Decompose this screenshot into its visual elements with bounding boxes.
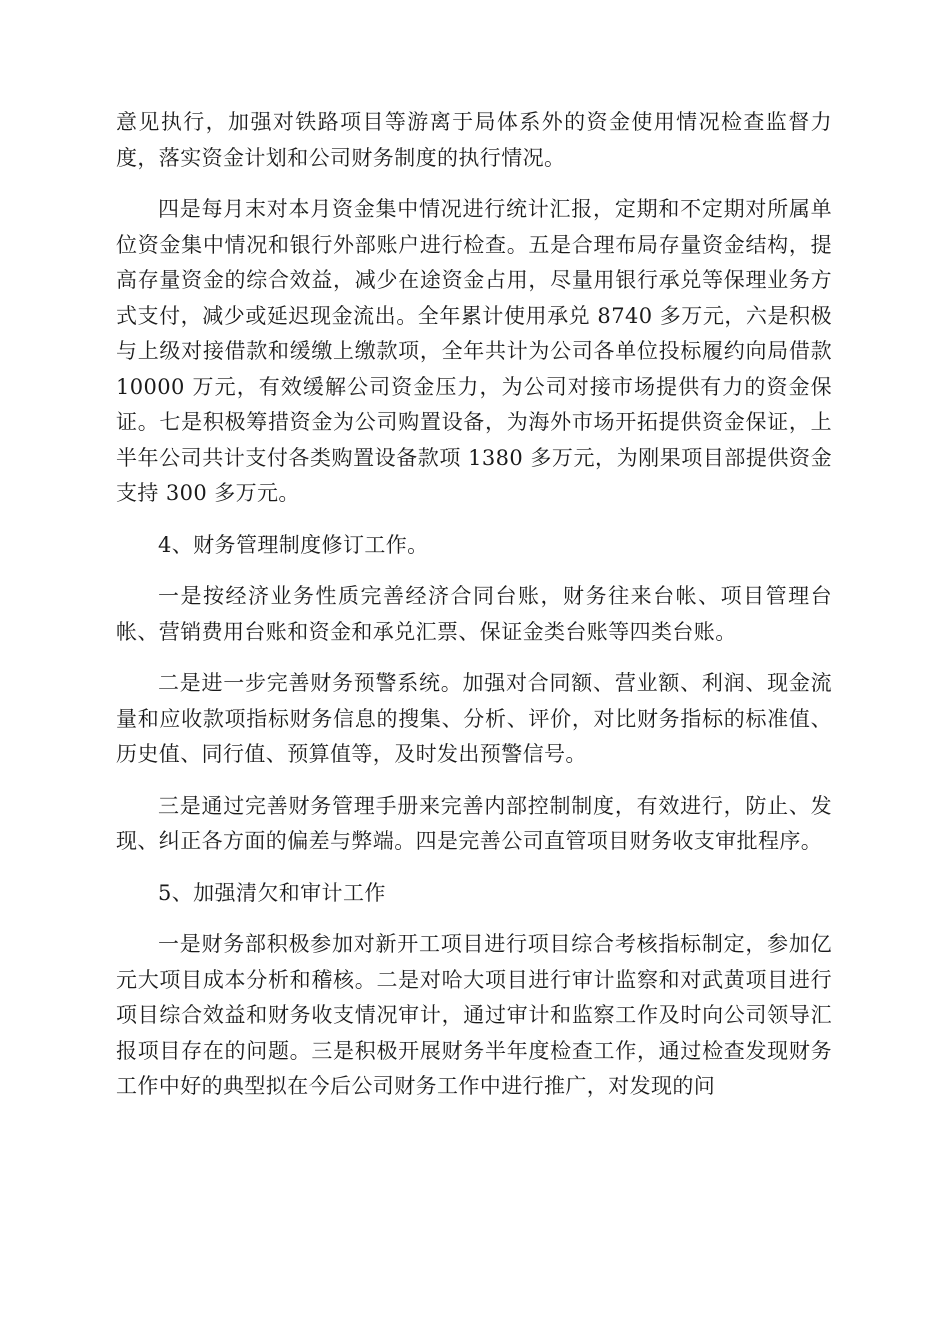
paragraph-warning-system: 二是进一步完善财务预警系统。加强对合同额、营业额、利润、现金流量和应收款项指标财务信息的搜集、分析、评价，对比财务指标的标准值、历史值、同行值、预算值等，及时发出预警信号。 — [116, 671, 832, 766]
paragraph-internal-control: 三是通过完善财务管理手册来完善内部控制制度，有效进行，防止、发现、纠正各方面的偏差与弊端。四是完善公司直管项目财务收支审批程序。 — [116, 793, 832, 853]
section-heading-4: 4、财务管理制度修订工作。 — [158, 532, 429, 557]
document-body — [116, 105, 832, 1121]
section-heading-5: 5、加强清欠和审计工作 — [158, 880, 386, 905]
paragraph-audit: 一是财务部积极参加对新开工项目进行项目综合考核指标制定，参加亿元大项目成本分析和稽核。二是对哈大项目进行审计监察和对武黄项目进行项目综合效益和财务收支情况审计，通过审计和监察工作及时向公司领导汇报项目存在的问题。三是积极开展财务半年度检查工作，通过检查发现财务工作中好的典型拟在今后公司财务工作中进行推广，对发现的问 — [116, 932, 832, 1098]
paragraph-continuation: 意见执行，加强对铁路项目等游离于局体系外的资金使用情况检查监督力度，落实资金计划和公司财务制度的执行情况。 — [116, 110, 832, 170]
paragraph-ledger: 一是按经济业务性质完善经济合同台账，财务往来台帐、项目管理台帐、营销费用台账和资金和承兑汇票、保证金类台账等四类台账。 — [116, 584, 832, 644]
paragraph-capital-management: 四是每月末对本月资金集中情况进行统计汇报，定期和不定期对所属单位资金集中情况和银行外部账户进行检查。五是合理布局存量资金结构，提高存量资金的综合效益，减少在途资金占用，尽量用银行承兑等保理业务方式支付，减少或延迟现金流出。全年累计使用承兑 8740 多万元，六是积极与上级对接借款和缓缴上缴款项，全年共计为公司各单位投标履约向局借款 10000 万元，有效缓解公司资金压力，为公司对接市场提供有力的资金保证。七是积极筹措资金为公司购置设备，为海外市场开拓提供资金保证，上半年公司共计支付各类购置设备款项 1380 多万元，为刚果项目部提供资金支持 300 多万元。 — [116, 197, 832, 505]
